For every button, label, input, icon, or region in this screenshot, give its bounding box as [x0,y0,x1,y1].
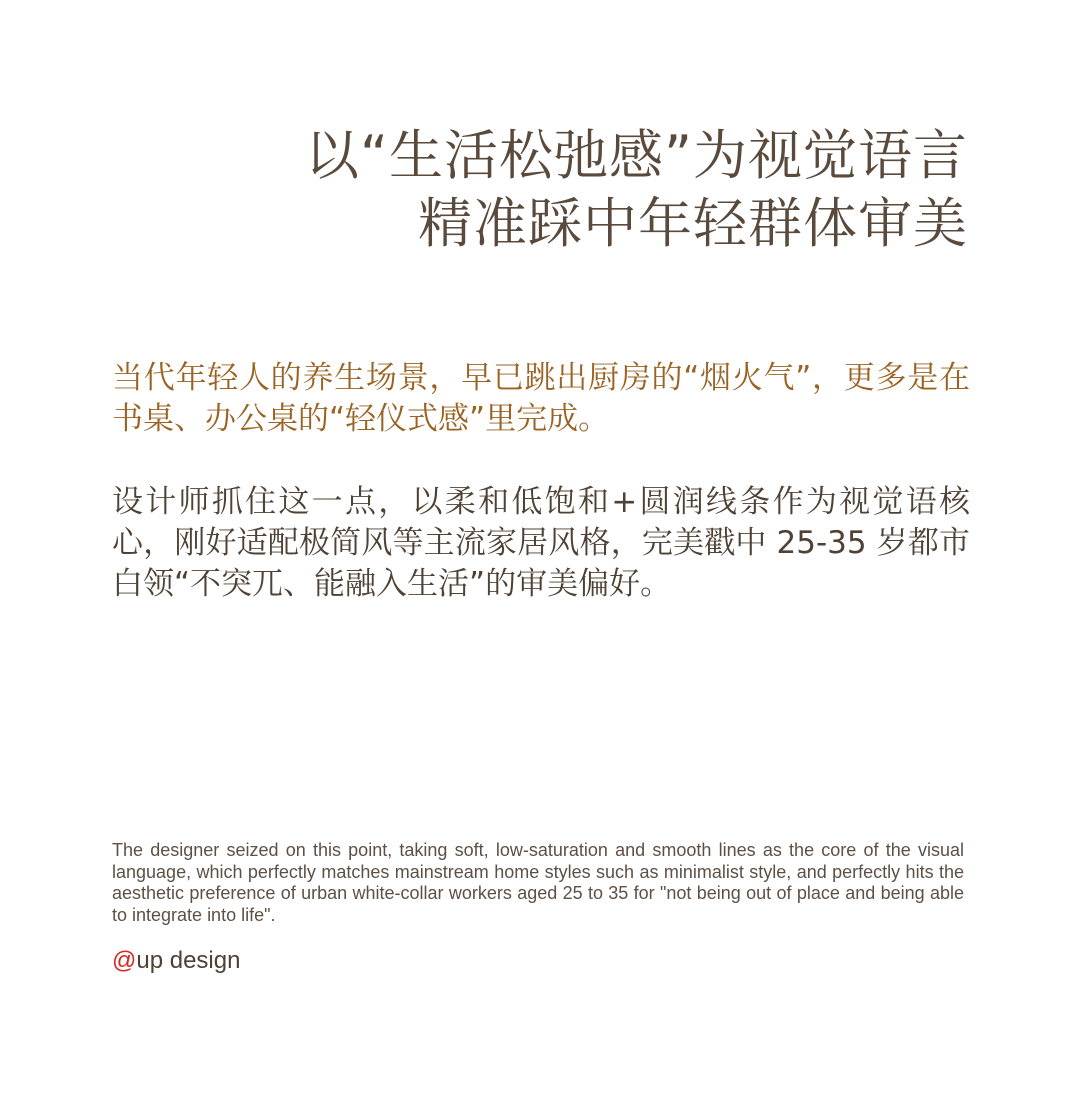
page-title [108,122,968,258]
at-symbol: @ [112,947,137,974]
body-paragraph: 设计师抓住这一点，以柔和低饱和+圆润线条作为视觉语核心，刚好适配极简风等主流家居风格，完美戳中 25-35 岁都市白领“不突兀、能融入生活”的审美偏好。 [112,484,970,602]
title-line-2: 精准踩中年轻群体审美 [418,192,968,255]
title-line-1: 以“生活松弛感”为视觉语言 [305,124,968,187]
credit-text: up design [136,947,241,974]
credit-line [112,946,240,976]
accent-paragraph: 当代年轻人的养生场景，早已跳出厨房的“烟火气”，更多是在书桌、办公桌的“轻仪式感”里完成。 [112,360,970,437]
english-translation: The designer seized on this point, taking soft, low-saturation and smooth lines as the core of the visual language, which perfectly matches mainstream home styles such as minimalist style, and perfectly hits the aesthetic preference of urban white-collar workers aged 25 to 35 for "not being out of place and being able to integrate into life". [112,840,964,925]
